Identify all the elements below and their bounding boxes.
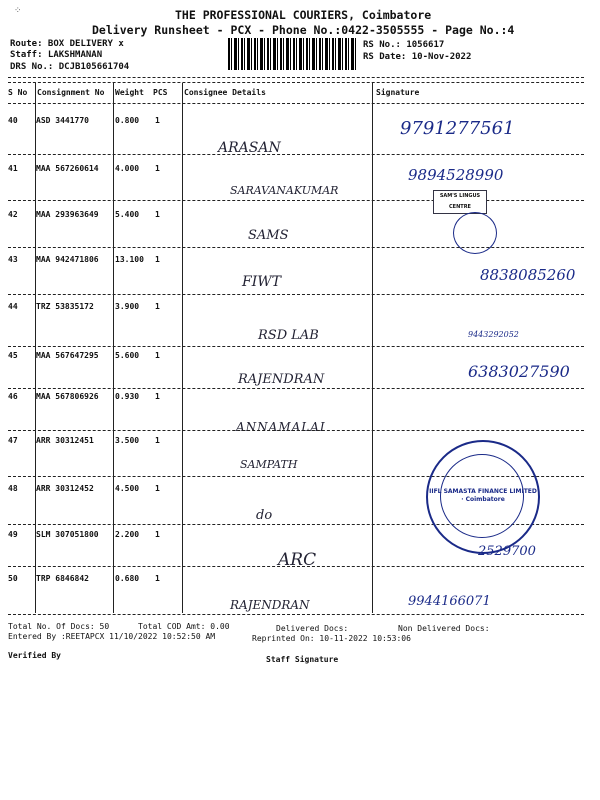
row-weight: 4.000 — [115, 164, 140, 173]
row-sno: 44 — [8, 302, 18, 311]
col-weight: Weight — [115, 88, 144, 97]
signature-handwriting: 8838085260 — [480, 266, 576, 284]
row-consignment: MAA 293963649 — [36, 210, 99, 219]
staff: Staff: LAKSHMANAN — [10, 50, 103, 60]
consignee-handwriting: SAMS — [248, 228, 289, 243]
row-consignment: MAA 567806926 — [36, 392, 99, 401]
row-weight: 5.600 — [115, 351, 140, 360]
row-weight: 3.500 — [115, 436, 140, 445]
row-weight: 3.900 — [115, 302, 140, 311]
consignee-handwriting: RAJENDRAN — [230, 598, 310, 612]
signature-handwriting: 9944166071 — [408, 594, 491, 609]
row-pcs: 1 — [155, 255, 160, 264]
row-weight: 2.200 — [115, 530, 140, 539]
signature-handwriting: 6383027590 — [468, 362, 570, 381]
company-title: THE PROFESSIONAL COURIERS, Coimbatore — [175, 8, 432, 22]
barcode — [228, 38, 356, 70]
row-sno: 41 — [8, 164, 18, 173]
row-pcs: 1 — [155, 392, 160, 401]
consignee-handwriting: ARASAN — [218, 140, 281, 156]
row-sno: 42 — [8, 210, 18, 219]
row-pcs: 1 — [155, 164, 160, 173]
divider — [8, 82, 584, 83]
row-weight: 4.500 — [115, 484, 140, 493]
verified-by: Verified By — [8, 651, 61, 660]
row-sno: 45 — [8, 351, 18, 360]
row-sno: 43 — [8, 255, 18, 264]
col-signature: Signature — [376, 88, 420, 97]
consignee-handwriting: SAMPATH — [240, 458, 298, 471]
row-divider — [8, 566, 584, 567]
runsheet-title: Delivery Runsheet - PCX - Phone No.:0422-3505555 - Page No.:4 — [92, 23, 515, 37]
row-weight: 5.400 — [115, 210, 140, 219]
row-pcs: 1 — [155, 302, 160, 311]
row-sno: 48 — [8, 484, 18, 493]
staff-signature: Staff Signature — [266, 655, 339, 664]
seal-text: IIFL SAMASTA FINANCE LIMITED · Coimbatore — [429, 488, 537, 503]
rs-date: RS Date: 10-Nov-2022 — [363, 52, 472, 62]
finance-seal — [426, 440, 540, 554]
total-docs: Total No. Of Docs: 50 — [8, 622, 110, 631]
row-consignment: TRP 6846842 — [36, 574, 89, 583]
consignee-handwriting: ARC — [278, 550, 317, 570]
table-header — [8, 88, 584, 102]
row-consignment: MAA 942471806 — [36, 255, 99, 264]
row-sno: 50 — [8, 574, 18, 583]
row-pcs: 1 — [155, 530, 160, 539]
row-divider — [8, 247, 584, 248]
rs-number: RS No.: 1056617 — [363, 40, 445, 50]
reprinted-on: Reprinted On: 10-11-2022 10:53:06 — [252, 634, 411, 643]
row-divider — [8, 200, 584, 201]
consignee-handwriting: RSD LAB — [258, 328, 319, 343]
sams-stamp: SAM'S LINGUS CENTRE — [433, 190, 487, 214]
row-pcs: 1 — [155, 574, 160, 583]
col-sno: S No — [8, 88, 28, 97]
row-weight: 13.100 — [115, 255, 144, 264]
divider — [8, 614, 584, 615]
rows-container — [8, 104, 584, 614]
non-delivered-docs: Non Delivered Docs: — [398, 624, 490, 633]
row-pcs: 1 — [155, 351, 160, 360]
row-pcs: 1 — [155, 436, 160, 445]
row-consignment: MAA 567647295 — [36, 351, 99, 360]
row-consignment: ARR 30312452 — [36, 484, 94, 493]
row-divider — [8, 388, 584, 389]
consignee-handwriting: SARAVANAKUMAR — [230, 184, 339, 197]
row-divider — [8, 346, 584, 347]
row-consignment: SLM 307051800 — [36, 530, 99, 539]
signature-handwriting: 9443292052 — [468, 330, 519, 339]
consignee-handwriting: do — [256, 508, 273, 523]
row-weight: 0.930 — [115, 392, 140, 401]
col-consignee: Consignee Details — [184, 88, 266, 97]
row-consignment: ARR 30312451 — [36, 436, 94, 445]
delivered-docs: Delivered Docs: — [276, 624, 349, 633]
signature-handwriting: 9791277561 — [400, 118, 515, 139]
signature-handwriting: 2529700 — [478, 544, 536, 559]
row-pcs: 1 — [155, 484, 160, 493]
total-cod: Total COD Amt: 0.00 — [138, 622, 230, 631]
row-pcs: 1 — [155, 116, 160, 125]
col-consignment: Consignment No — [37, 88, 105, 97]
row-weight: 0.680 — [115, 574, 140, 583]
row-divider — [8, 154, 584, 155]
col-pcs: PCS — [153, 88, 168, 97]
row-consignment: ASD 3441770 — [36, 116, 89, 125]
row-sno: 46 — [8, 392, 18, 401]
row-divider — [8, 430, 584, 431]
drs-number: DRS No.: DCJB105661704 — [10, 62, 130, 72]
row-sno: 40 — [8, 116, 18, 125]
row-weight: 0.800 — [115, 116, 140, 125]
row-consignment: TRZ 53835172 — [36, 302, 94, 311]
route: Route: BOX DELIVERY x — [10, 39, 124, 49]
signature-handwriting: 9894528990 — [408, 166, 504, 184]
corner-mark: ⁘ — [14, 6, 22, 16]
row-sno: 47 — [8, 436, 18, 445]
row-consignment: MAA 567260614 — [36, 164, 99, 173]
row-divider — [8, 294, 584, 295]
divider — [8, 77, 584, 78]
consignee-handwriting: RAJENDRAN — [238, 372, 325, 387]
entered-by: Entered By :REETAPCX 11/10/2022 10:52:50 AM — [8, 632, 216, 641]
row-pcs: 1 — [155, 210, 160, 219]
consignee-handwriting: ANNAMALAI — [236, 420, 326, 434]
row-sno: 49 — [8, 530, 18, 539]
consignee-handwriting: FIWT — [242, 274, 281, 290]
